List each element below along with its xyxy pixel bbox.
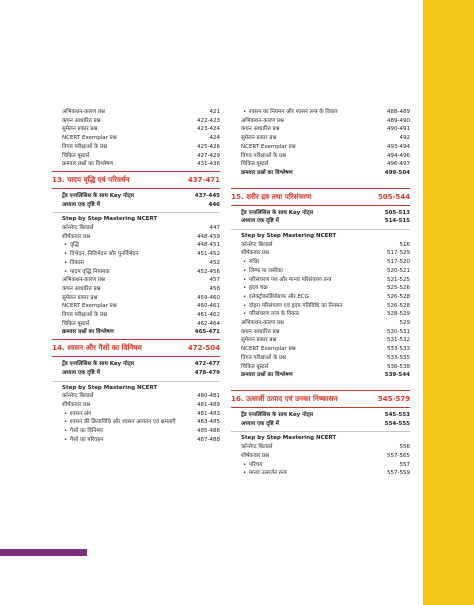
toc-entry-pages: 525-526 bbox=[387, 285, 410, 292]
toc-entry-title: चिकित बूस्टर्स bbox=[62, 320, 90, 327]
toc-entry bbox=[52, 311, 220, 320]
toc-entry bbox=[231, 354, 410, 363]
toc-entry bbox=[52, 224, 220, 233]
toc-entry-title: कॉन्सेप्ट बिल्डर्स bbox=[62, 393, 94, 400]
toc-entry bbox=[231, 125, 410, 134]
toc-entry-title: • परिसंचरण पथ और मानव परिसंचरण तन्त्र bbox=[231, 276, 383, 285]
toc-entry-title: अभिकथन-कारण प्रश्न bbox=[62, 109, 105, 115]
toc-entry bbox=[231, 276, 410, 285]
toc-entry-pages: 516 bbox=[399, 241, 410, 248]
toc-entry bbox=[231, 420, 410, 429]
toc-entry-title: सुमेलन प्रकार प्रश्न bbox=[62, 126, 98, 133]
toc-entry-pages: 517-529 bbox=[387, 250, 410, 257]
toc-entry-pages: 478-479 bbox=[194, 369, 220, 376]
toc-entry-pages: 452 bbox=[209, 259, 220, 266]
toc-entry-pages: 539-544 bbox=[384, 372, 410, 379]
toc-entry-title: कॉन्सेप्ट बिल्डर्स bbox=[241, 241, 273, 248]
toc-entry bbox=[52, 259, 220, 268]
toc-entry-title: ट्रेंड एनालिसिस के साथ Key नोट्स bbox=[62, 361, 135, 368]
toc-entry-pages: 520-521 bbox=[387, 267, 410, 274]
toc-entry bbox=[231, 452, 410, 461]
toc-entry-title: क्रमवार प्रश्नों का विश्लेषण bbox=[62, 161, 114, 168]
toc-entry-title: Step by Step Mastering NCERT bbox=[241, 435, 337, 442]
toc-entry-pages: 481-483 bbox=[197, 410, 220, 417]
toc-entry-pages: 483-485 bbox=[197, 419, 220, 426]
toc-entry-pages: 533-535 bbox=[387, 354, 410, 361]
chapter-pages: 505-544 bbox=[377, 192, 410, 201]
toc-entry-pages: 423-424 bbox=[197, 126, 220, 133]
toc-entry-pages: 431-436 bbox=[197, 161, 220, 168]
toc-entry-pages: 492 bbox=[399, 135, 410, 142]
toc-entry-pages: 421 bbox=[209, 109, 220, 115]
toc-entry-title: NCERT Exemplar प्रश्न bbox=[241, 346, 296, 353]
toc-entry-pages: 526-528 bbox=[387, 302, 410, 309]
toc-entry-title: • श्वसन की क्रियाविधि और श्वसन आयतन एवं क्षमताएँ bbox=[52, 418, 193, 427]
toc-entry bbox=[231, 209, 410, 218]
toc-entry-pages: 485-486 bbox=[197, 428, 220, 435]
chapter-14-heading bbox=[52, 339, 220, 357]
toc-entry-title: ट्रेंड एनालिसिस के साथ Key नोट्स bbox=[241, 209, 314, 216]
yellow-side-bar bbox=[423, 0, 474, 605]
toc-entry bbox=[52, 436, 220, 445]
toc-entry-title: क्रमवार प्रश्नों का विश्लेषण bbox=[241, 372, 293, 379]
toc-entry bbox=[52, 143, 220, 152]
toc-entry-pages: 545-553 bbox=[384, 411, 410, 418]
toc-entry-title: चिकित बूस्टर्स bbox=[241, 363, 269, 370]
toc-entry-title: • इलेक्ट्रोकार्डियोग्राफ और ECG bbox=[231, 293, 383, 302]
toc-right-column bbox=[231, 108, 410, 478]
toc-entry bbox=[52, 384, 220, 393]
chapter-13-heading bbox=[52, 171, 220, 189]
toc-entry-title: चिकित बूस्टर्स bbox=[62, 152, 90, 159]
chapter-title: 15. शरीर द्रव तथा परिसंचरण bbox=[231, 191, 312, 201]
toc-entry-pages: 437-445 bbox=[194, 192, 220, 199]
toc-entry-title: • गैसों का विनिमय bbox=[52, 427, 193, 436]
toc-entry-title: अभिकथन-कारण प्रश्न bbox=[62, 277, 105, 284]
toc-entry-pages: 452-456 bbox=[197, 268, 220, 275]
toc-entry bbox=[231, 267, 410, 276]
toc-entry bbox=[231, 284, 410, 293]
toc-entry-title: • मानव उत्सर्जन तन्त्र bbox=[231, 469, 383, 478]
toc-entry-title: • दोहरा परिसंचरण एवं हृदय गतिविधि का नियमन bbox=[231, 302, 383, 311]
toc-entry bbox=[231, 152, 410, 161]
toc-entry-title: विगत परीक्षाओं के प्रश्न bbox=[241, 354, 286, 361]
toc-entry-title: • गैसों का परिवहन bbox=[52, 436, 193, 445]
divider bbox=[231, 229, 410, 230]
toc-entry-pages: 493-494 bbox=[387, 143, 410, 150]
toc-entry-title: कथन आधारित प्रश्न bbox=[62, 285, 101, 292]
toc-entry bbox=[231, 160, 410, 169]
toc-entry bbox=[231, 363, 410, 372]
purple-footer-bar bbox=[0, 549, 87, 556]
toc-entry bbox=[231, 336, 410, 345]
toc-entry-title: • विभेदन, निविभेदन और पुनर्विभेदन bbox=[52, 250, 193, 259]
toc-entry bbox=[52, 294, 220, 303]
toc-entry bbox=[52, 134, 220, 143]
toc-entry-title: क्रमवार प्रश्नों का विश्लेषण bbox=[62, 329, 114, 336]
toc-entry-pages: 472-477 bbox=[194, 361, 220, 368]
toc-entry bbox=[52, 410, 220, 419]
toc-entry bbox=[52, 360, 220, 369]
toc-entry-title: Step by Step Mastering NCERT bbox=[62, 384, 158, 391]
toc-entry-title: • श्वसन अंग bbox=[52, 410, 193, 419]
toc-entry bbox=[52, 401, 220, 410]
chapter-pages: 545-579 bbox=[377, 394, 410, 403]
toc-entry-title: NCERT Exemplar प्रश्न bbox=[62, 135, 117, 142]
toc-entry bbox=[231, 411, 410, 420]
toc-entry bbox=[52, 302, 220, 311]
toc-entry-title: • परिचय bbox=[231, 461, 396, 470]
toc-entry-title: शीर्षकवार प्रश्न bbox=[241, 250, 270, 257]
toc-entry-pages: 451-452 bbox=[197, 251, 220, 258]
toc-entry-pages: 458 bbox=[209, 285, 220, 292]
toc-entry bbox=[52, 328, 220, 337]
toc-entry-pages: 514-515 bbox=[384, 218, 410, 225]
toc-entry bbox=[52, 285, 220, 294]
toc-entry-title: सुमेलन प्रकार प्रश्न bbox=[241, 135, 277, 142]
toc-entry-pages: 505-513 bbox=[384, 209, 410, 216]
toc-entry-pages: 530-531 bbox=[387, 328, 410, 335]
toc-entry bbox=[231, 217, 410, 226]
toc-entry bbox=[52, 320, 220, 329]
divider bbox=[231, 431, 410, 432]
toc-entry-title: • श्वसन का नियमन और श्वसन तन्त्र के विकार bbox=[231, 108, 383, 117]
toc-entry-title: Step by Step Mastering NCERT bbox=[241, 233, 337, 240]
toc-entry-pages: 533-533 bbox=[387, 346, 410, 353]
toc-entry bbox=[231, 258, 410, 267]
toc-entry-title: चिकित बूस्टर्स bbox=[241, 161, 269, 168]
toc-entry-pages: 490-491 bbox=[387, 126, 410, 133]
toc-entry bbox=[52, 201, 220, 210]
toc-entry-pages: 422-423 bbox=[197, 117, 220, 124]
toc-entry-title: सुमेलन प्रकार प्रश्न bbox=[241, 337, 277, 344]
toc-entry bbox=[231, 249, 410, 258]
toc-entry-title: • पादप वृद्धि नियामक bbox=[52, 268, 193, 277]
toc-entry-title: सुमेलन प्रकार प्रश्न bbox=[62, 294, 98, 301]
toc-entry bbox=[52, 392, 220, 401]
toc-entry-pages: 521-525 bbox=[387, 276, 410, 283]
toc-entry-title: कॉन्सेप्ट बिल्डर्स bbox=[241, 444, 273, 451]
chapter-pages: 472-504 bbox=[187, 344, 220, 353]
toc-entry bbox=[231, 371, 410, 380]
toc-entry bbox=[231, 143, 410, 152]
toc-entry-pages: 487-488 bbox=[197, 436, 220, 443]
toc-entry-title: शीर्षकवार प्रश्न bbox=[62, 401, 91, 408]
section-spacer bbox=[231, 178, 410, 186]
toc-entry-pages: 554-555 bbox=[384, 420, 410, 427]
toc-entry-pages: 424 bbox=[209, 135, 220, 142]
toc-entry-title: कथन आधारित प्रश्न bbox=[241, 328, 280, 335]
toc-entry bbox=[52, 160, 220, 169]
toc-entry-title: ट्रेंड एनालिसिस के साथ Key नोट्स bbox=[62, 192, 135, 199]
toc-entry-pages: 494-496 bbox=[387, 152, 410, 159]
toc-entry-title: अभिकथन-कारण प्रश्न bbox=[241, 320, 284, 327]
toc-entry-pages: 496-497 bbox=[387, 161, 410, 168]
toc-entry bbox=[52, 268, 220, 277]
toc-entry-pages: 528-529 bbox=[387, 311, 410, 318]
toc-entry-title: अध्याय एक दृष्टि में bbox=[62, 369, 100, 376]
toc-entry-pages: 488-489 bbox=[387, 109, 410, 115]
toc-entry bbox=[52, 108, 220, 117]
toc-entry-pages: 489-490 bbox=[387, 117, 410, 124]
toc-entry-title: • हृदय चक्र bbox=[231, 284, 383, 293]
toc-entry bbox=[231, 302, 410, 311]
toc-entry-pages: 481-489 bbox=[197, 401, 220, 408]
toc-entry bbox=[52, 117, 220, 126]
toc-entry-pages: 557-565 bbox=[387, 452, 410, 459]
toc-entry-pages: 461-462 bbox=[197, 312, 220, 319]
toc-entry-pages: 526-528 bbox=[387, 293, 410, 300]
toc-entry-title: शीर्षकवार प्रश्न bbox=[241, 452, 270, 459]
toc-entry-pages: 536-538 bbox=[387, 363, 410, 370]
toc-entry bbox=[231, 319, 410, 328]
toc-entry-title: क्रमवार प्रश्नों का विश्लेषण bbox=[241, 169, 293, 176]
toc-entry bbox=[231, 328, 410, 337]
toc-entry bbox=[231, 232, 410, 241]
toc-entry-pages: 462-464 bbox=[197, 320, 220, 327]
chapter-title: 14. श्वसन और गैसों का विनिमय bbox=[52, 343, 142, 353]
toc-entry-pages: 517-520 bbox=[387, 259, 410, 266]
toc-entry bbox=[231, 108, 410, 117]
toc-entry bbox=[52, 215, 220, 224]
toc-entry-pages: 531-532 bbox=[387, 337, 410, 344]
toc-entry bbox=[231, 169, 410, 178]
toc-entry bbox=[231, 293, 410, 302]
toc-entry-title: कथन आधारित प्रश्न bbox=[62, 117, 101, 124]
toc-entry-title: विगत परीक्षाओं के प्रश्न bbox=[241, 152, 286, 159]
toc-entry-pages: 557-559 bbox=[387, 470, 410, 477]
toc-entry bbox=[52, 241, 220, 250]
toc-entry-pages: 480-481 bbox=[197, 393, 220, 400]
toc-entry-pages: 457 bbox=[209, 277, 220, 284]
toc-left-column bbox=[52, 108, 220, 445]
toc-entry-title: NCERT Exemplar प्रश्न bbox=[241, 143, 296, 150]
toc-entry-pages: 446 bbox=[208, 201, 220, 208]
toc-entry-title: विगत परीक्षाओं के प्रश्न bbox=[62, 143, 107, 150]
toc-entry bbox=[231, 310, 410, 319]
chapter-15-heading bbox=[231, 188, 410, 206]
toc-entry-title: शीर्षकवार प्रश्न bbox=[62, 233, 91, 240]
divider bbox=[52, 381, 220, 382]
toc-entry bbox=[231, 134, 410, 143]
toc-entry-pages: 448-451 bbox=[197, 242, 220, 249]
toc-entry-title: • विकास bbox=[52, 259, 206, 268]
toc-entry-pages: 459-460 bbox=[197, 294, 220, 301]
chapter-title: 16. उत्सर्जी उत्पाद एवं उनका निष्कासन bbox=[231, 393, 338, 403]
toc-entry-title: अध्याय एक दृष्टि में bbox=[241, 218, 279, 225]
toc-entry bbox=[52, 192, 220, 201]
toc-entry-title: ट्रेंड एनालिसिस के साथ Key नोट्स bbox=[241, 411, 314, 418]
toc-entry bbox=[52, 250, 220, 259]
toc-entry-title: अभिकथन-कारण प्रश्न bbox=[241, 117, 284, 124]
toc-entry-title: • परिसंचरण तन्त्र के विकार bbox=[231, 310, 383, 319]
toc-entry-title: • रुधिर bbox=[231, 258, 383, 267]
toc-entry-title: कथन आधारित प्रश्न bbox=[241, 126, 280, 133]
toc-entry bbox=[52, 125, 220, 134]
chapter-pages: 437-471 bbox=[187, 175, 220, 184]
toc-entry-pages: 425-426 bbox=[197, 143, 220, 150]
toc-entry bbox=[231, 469, 410, 478]
toc-entry bbox=[52, 233, 220, 242]
toc-entry-title: NCERT Exemplar प्रश्न bbox=[62, 303, 117, 310]
toc-entry-pages: 460-461 bbox=[197, 303, 220, 310]
toc-entry bbox=[52, 418, 220, 427]
toc-entry-title: • लिम्फ या लसीका bbox=[231, 267, 383, 276]
chapter-title: 13. पादप वृद्धि एवं परिवर्धन bbox=[52, 174, 130, 184]
toc-entry bbox=[231, 434, 410, 443]
toc-entry-title: विगत परीक्षाओं के प्रश्न bbox=[62, 312, 107, 319]
toc-entry-title: • वृद्धि bbox=[52, 241, 193, 250]
toc-entry-pages: 556 bbox=[399, 444, 410, 451]
toc-entry-pages: 529 bbox=[399, 320, 410, 327]
chapter-16-heading bbox=[231, 390, 410, 408]
toc-entry-title: Step by Step Mastering NCERT bbox=[62, 216, 158, 223]
toc-entry-pages: 499-504 bbox=[384, 169, 410, 176]
toc-entry bbox=[231, 461, 410, 470]
toc-entry-pages: 447 bbox=[209, 225, 220, 232]
toc-entry bbox=[52, 427, 220, 436]
toc-entry bbox=[231, 241, 410, 250]
toc-entry bbox=[231, 117, 410, 126]
toc-entry bbox=[52, 369, 220, 378]
toc-entry-pages: 427-429 bbox=[197, 152, 220, 159]
toc-entry-title: अध्याय एक दृष्टि में bbox=[241, 420, 279, 427]
toc-entry bbox=[231, 345, 410, 354]
toc-entry bbox=[52, 276, 220, 285]
toc-entry-pages: 557 bbox=[399, 461, 410, 468]
toc-entry-title: अध्याय एक दृष्टि में bbox=[62, 201, 100, 208]
toc-entry-pages: 448-459 bbox=[197, 233, 220, 240]
toc-entry bbox=[52, 152, 220, 161]
toc-entry-pages: 465-471 bbox=[194, 329, 220, 336]
toc-entry-title: कॉन्सेप्ट बिल्डर्स bbox=[62, 225, 94, 232]
toc-entry bbox=[231, 443, 410, 452]
section-spacer bbox=[231, 380, 410, 388]
divider bbox=[52, 212, 220, 213]
